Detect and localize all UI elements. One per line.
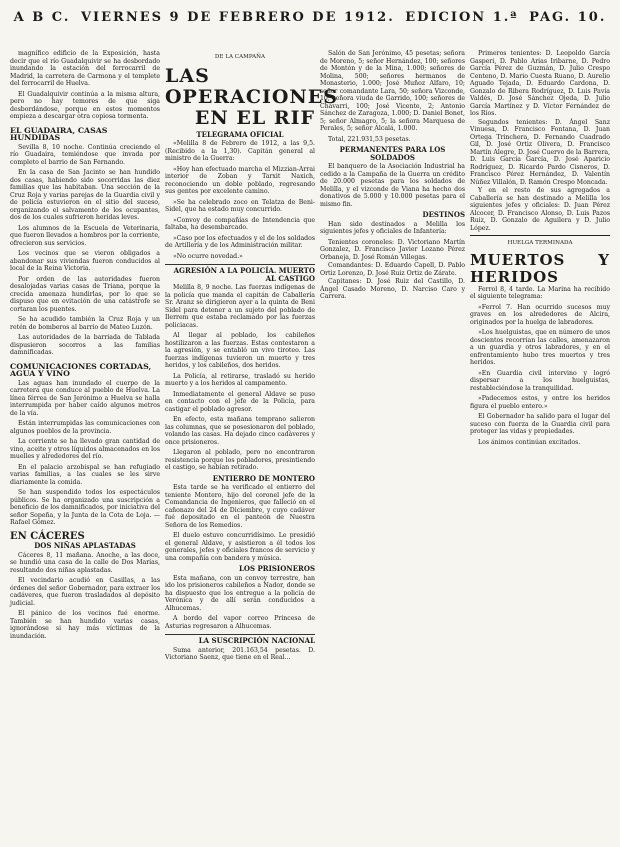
list-item: Comandantes: D. Eduardo Capell, D. Pablo Ortiz Lorenzo, D. José Ruiz Ortiz de Zárate. (320, 262, 465, 277)
paragraph: «Hoy han efectuado marcha el Mizzian-Arrai interior de Zoban y Tarxit Naxich, reconociendo un doble poblado, regresando sus gentes por excelente camino. (165, 165, 315, 195)
paragraph: Los ánimos continúan excitados. (478, 438, 581, 446)
paragraph: El Gobernador ha salido para el lugar del suceso con fuerza de la Guardia civil para proteger las vidas y propiedades. (470, 413, 610, 435)
list-item: Primeros tenientes: D. Leopoldo García Gasperi, D. Pablo Arias Iribarne, D. Pedro García Pérez de Guzmán, D. Julio Crespo Centeno, D. Mario Cuesta Ruano, D. Aurelio Aguado Tejada, D. Eduardo Cardona, D. Gonzalo de Ribera Rodríguez, D. Luis Pavía Valdés, D. José Sánchez Ojeda, D. Julio García Martínez y D. Víctor Fernández de los Ríos. (470, 50, 610, 117)
section-subheading: ENTIERRO DE MONTERO (212, 473, 315, 483)
paragraph: Están interrumpidas las comunicaciones con algunos pueblos de la provincia. (10, 420, 160, 435)
section-subheading: LOS PRISIONEROS (239, 564, 315, 573)
masthead-edition: EDICION 1.ª (405, 10, 519, 25)
paragraph: »Se ha celebrado zoco en Telatza de Beni-Sidel, que ha estado muy concurrido. (165, 198, 315, 213)
paragraph: En la casa de San Jacinto se han hundido dos casas, habiendo sido socorridas las diez familias que las habitaban. Una sección de la Cruz Roja y varias parejas de la Guardia civil y de policía estuvieron en el sitio del suceso, organizando el salvamento de los ocupantes, dos de los cuales sufrieron heridas leves. (10, 169, 160, 221)
section-subheading: DESTINOS (422, 210, 465, 219)
headline-line-2: EN EL RIF (194, 106, 315, 129)
headline: MUERTOS Y HERIDOS (470, 250, 610, 286)
paragraph: Sevilla 8, 10 noche. Continúa creciendo el río Guadaira, temiéndose que invada por completo el barrio de San Fernando. (10, 143, 160, 166)
section-subheading: PERMANENTES PARA LOS SOLDADOS (339, 145, 446, 162)
paragraph: Melilla 8, 9 noche. Las fuerzas indígenas de la policía que manda el capitán de Caballería Sr. Aranz se dirigieron ayer a la quinta de Beni Sidel para detener a un sujeto del poblado de Ilerrem que estaba reclamado por las fuerzas policiacas. (165, 284, 315, 329)
paragraph: En efecto, esta mañana temprano salieron las columnas, que se posesionaron del poblado, volando las casas. Ha dejado cinco cadáveres y once prisioneros. (165, 416, 315, 446)
list-item: Tenientes coroneles: D. Victoriano Martín Gonzalez, D. Francisco Javier Lozano Pérez Orbaneja, D. José Román Villegas. (320, 238, 465, 261)
paragraph: »Caso por los efectuados y el de los soldados de Artillería y de los Administración militar. (165, 234, 315, 249)
paragraph: »Convoy de compañías de Intendencia que faltaba, ha desembarcado. (165, 216, 315, 231)
column-3 (320, 50, 465, 835)
section-subheading: LA SUSCRIPCIÓN NACIONAL (165, 634, 315, 645)
masthead-title: A B C. (13, 10, 71, 25)
paragraph: Se han suspendido todos los espectáculos públicos. Se ha organizado una suscripción a beneficio de los damnificados, por iniciativa del señor Sopeña, y la Junta de la Cota de Loja. — Rafael Gómez. (10, 489, 160, 526)
paragraph: »En Guardia civil intervino y logró dispersar a los huelguistas, restableciéndose la tranquilidad. (470, 369, 610, 392)
section-heading: EL GUADAIRA, CASAS HUNDIDAS (10, 125, 108, 142)
paragraph: Cáceres 8, 11 mañana. Anoche, a las doce, se hundió una casa de la calle de Dos Marías, resultando dos niñas aplastadas. (10, 551, 160, 574)
paragraph: El Guadalquivir continúa a la misma altura, pero no hay temores de que siga desbordándose, porque en estos momentos empieza a descargar otra copiosa tormenta. (10, 90, 160, 120)
paragraph: Han sido destinados a Melilla los siguientes jefes y oficiales de Infantería: (320, 220, 465, 235)
paragraph: Suma anterior, 201.163,54 pesetas. D. Victoriano Saenz, que tiene en el Real... (165, 646, 315, 661)
paragraph: Al llegar al poblado, los cabileños hostilizaron a las fuerzas. Estas contestaron a la agresión, y se entabló un vivo tiroteo. Las fuerzas indígenas tuvieron un muerto y tres heridos, y los cabileños, dos heridos. (165, 332, 315, 369)
paragraph: »Los huelguistas, que en número de unos doscientos recorrían las calles, amenazaron a un guardia y otros labradores, y en el enfrentamiento hubo tres muertos y tres heridos. (470, 329, 610, 366)
paragraph: Por orden de las autoridades fueron desalojadas varias casas de Triana, porque la crecida amenaza hundirlas, por lo que se dispuso que en evitación de una catástrofe se cortaran los puentes. (10, 275, 160, 313)
column-1 (10, 50, 160, 835)
section-heading: COMUNICACIONES CORTADAS, AGUA Y VINO (10, 361, 152, 378)
paragraph: magnífico edificio de la Exposición, hasta decir que el río Guadalquivir se ha desbordado inundando la estación del ferrocarril de Madrid, la carretera de Carmona y el templete del ferrocarril de Huelva. (10, 50, 160, 87)
column-4 (470, 50, 610, 835)
paragraph: «Melilla 8 de Febrero de 1912, a las 9,5. (Recibido a la 1,30). Capitán general al ministro de la Guerra: (165, 140, 315, 162)
list-item: Segundos tenientes: D. Ángel Sanz Vinuesa, D. Francisco Fontana, D. Juan Ortega Trinchera, D. Fernando Cuadrado Gil, D. José Ortiz Olivera, D. Francisco Martín Alegre, D. José Cuervo de la Barrera, D. Luis García García, D. José Aparicio Rodríguez, D. Ricardo Pardo Cisneros, D. Francisco Pérez Hernández, D. Valentín Núñez Villalón, D. Ramón Crespo Moncada. (470, 118, 610, 186)
column-2 (165, 50, 338, 835)
list-item: Capitanes: D. José Ruiz del Castillo, D. Ángel Casado Moreno, D. Narciso Caro y Carrera. (320, 278, 465, 300)
paragraph: El duelo estuvo concurridísimo. Le presidió el general Aldave, y asistieron a él todos los generales, jefes y oficiales francos de servicio y una compañía con bandera y música. (165, 532, 315, 562)
section-heading: EN CÁCERES (10, 530, 85, 542)
paragraph: Ferrol 8, 4 tarde. La Marina ha recibido el siguiente telegrama: (470, 285, 610, 300)
masthead-page: PAG. 10. (529, 10, 607, 25)
paragraph: En el palacio arzobispal se han refugiado varias familias, a las cuales se les sirve diariamente la comida. (10, 463, 160, 486)
paragraph: El vecindario acudió en Casillas, a las órdenes del señor Gobernador, para extraer los cadáveres, que fueron trasladados al depósito judicial. (10, 577, 160, 607)
paragraph: El pánico de los vecinos fué enorme. También se han hundido varias casas, ignorándose si hay más víctimas de la inundación. (10, 610, 160, 640)
masthead (0, 10, 620, 48)
paragraph: Las autoridades de la barriada de Tablada dispusieron socorros a las familias damnificadas. (10, 334, 160, 356)
paragraph: Se ha acudido también la Cruz Roja y un retén de bomberos al barrio de Mateo Luzón. (10, 316, 160, 331)
paragraph: La corriente se ha llevado gran cantidad de vino, aceite y otros líquidos almacenados en los muelles y alrededores del río. (10, 438, 160, 460)
paragraph: Los alumnos de la Escuela de Veterinaria, que fueron llevados a hombros por la corriente, ofrecieron sus servicios. (10, 224, 160, 247)
masthead-date: VIERNES 9 DE FEBRERO DE 1912. (80, 10, 395, 25)
paragraph: Salón de San Jerónimo, 45 pesetas; señora de Moreno, 5; señor Hernández, 100; señores de Montón y de la Mina, 1.000; señores de Molina, 500; señores hermanos de Monasterio, 1.000; José Muñoz Alfaro, 10; señor comandante Lara, 50; señora Vizconde, 10; señora viuda de Garrido, 100; señores de Chavarri, 100; José Vicente, 2; Antonio Sánchez de Zaragoza, 1.000; D. Daniel Bonet, 5; señor Almagro, 5; la señora Marquesa de Perales, 5; señor Alcalá, 1.000. (320, 50, 465, 132)
section-subheading: AGRESIÓN A LA POLICÍA. MUERTO AL CASTIGO (165, 264, 315, 282)
destinations-list-continued (470, 50, 610, 232)
destinations-list (320, 239, 465, 301)
list-item: Y en el resto de sus agregados a Caballería se han destinado a Melilla los siguientes jefes y oficiales: D. Juan Pérez Alcocer, D. Francisco Alonso, D. Luis Pazos Ruiz, D. Gonzalo de Aguilera y D. Julio López. (470, 187, 610, 232)
paragraph: Inmediatamente el general Aldave se puso en contacto con el jefe de la Policía, para castigar el poblado agresor. (165, 390, 315, 413)
section-subheading: DOS NIÑAS APLASTADAS (34, 541, 136, 550)
paragraph: La Policía, al retirarse, trasladó su herido muerto y a los heridos al campamento. (165, 372, 315, 387)
paragraph: Esta mañana, con un convoy terrestre, han ido los prisioneros cabileños a Nador, donde se ha dispuesto que los entregue a la policía de Verónica y de allí serán conducidos a Alhucemas. (165, 574, 315, 612)
paragraph: «Ferrol 7. Han ocurrido sucesos muy graves en los alrededores de Alcira, originados por la huelga de labradores. (470, 303, 610, 326)
headline-line-1: LAS OPERACIONES (165, 64, 338, 108)
paragraph: A bordo del vapor correo Princesa de Asturias regresaron a Alhucemas. (165, 615, 315, 630)
paragraph: El banquero de la Asociación Industrial ha cedido a la Campaña de la Guerra un crédito de 20.000 pesetas para los soldados de Melilla, y el vizconde de Viana ha hecho dos donativos de 5.000 y 10.000 pesetas para el mismo fin. (320, 163, 465, 208)
paragraph: Total, 221.931,53 pesetas. (328, 135, 411, 143)
paragraph: Los vecinos que se vieron obligados a abandonar sus viviendas fueron conducidos al local de la Reina Victoria. (10, 250, 160, 272)
paragraph: Las aguas han inundado el cuerpo de la carretera que conduce al pueblo de Huelva. La línea férrea de San Jerónimo a Huelva se halla interrumpida por haber caído algunos metros de la vía. (10, 379, 160, 417)
paragraph: Esta tarde se ha verificado el entierro del teniente Montero, hijo del coronel jefe de la Comandancia de Ingenieros, que falleció en el cañonazo del 24 de Diciembre, y cuyo cadáver fué depositado en el panteón de Nuestra Señora de los Remedios. (165, 484, 315, 529)
section-subheading: TELEGRAMA OFICIAL (196, 129, 284, 139)
paragraph: »No ocurre novedad.» (173, 252, 243, 260)
divider (470, 235, 610, 236)
paragraph: »Padecemos estos, y entre los heridos figura el pueblo entero.» (470, 395, 610, 410)
kicker: HUELGA TERMINADA (507, 240, 573, 246)
paragraph: Llegaron al poblado, pero no encontraron resistencia porque los pobladores, presintiendo el castigo, se habían retirado. (165, 449, 315, 471)
kicker: DE LA CAMPAÑA (214, 54, 266, 60)
